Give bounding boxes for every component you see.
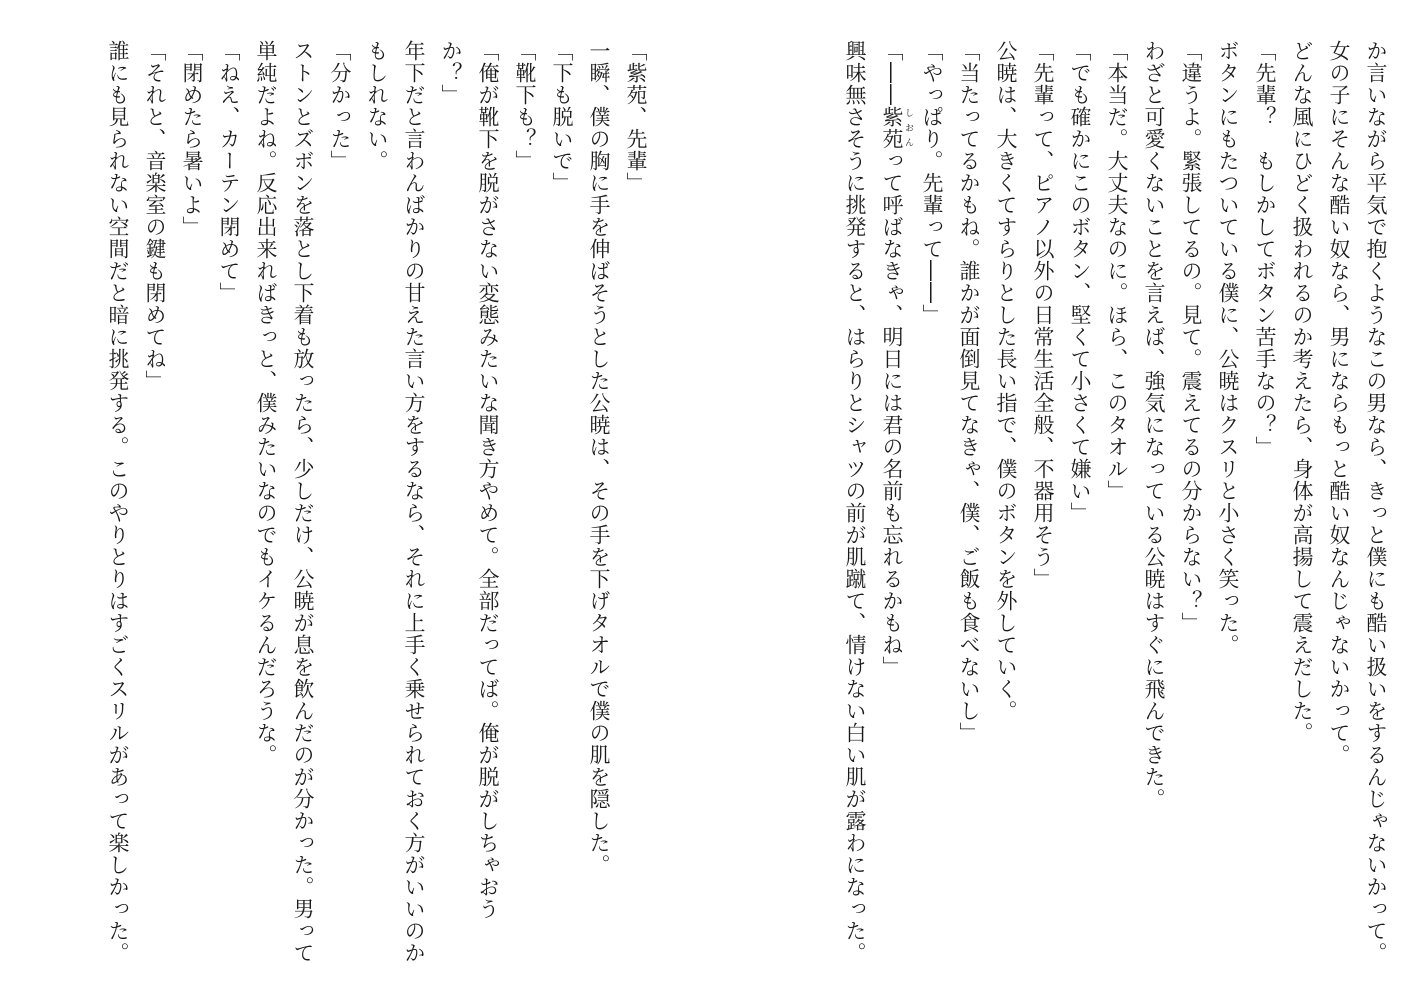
text-line: 誰にも見られない空間だと暗に挑発する。このやりとりはすごくスリルがあって楽しかった。: [106, 40, 130, 964]
text-line: 「先輩って、ピアノ以外の日常生活全般、不器用そう」: [1031, 40, 1055, 590]
text-line: ストンとズボンを落とし下着も放ったら、少しだけ、公暁が息を飲んだのが分かった。男って単純だよね。反応出来ればきっと、僕みたいなのでもイケるんだろうな。: [254, 40, 315, 964]
text-line: 「先輩？ もしかしてボタン苦手なの？」: [1253, 40, 1277, 458]
ruby-reading: しおん: [903, 106, 913, 150]
text-line: 「でも確かにこのボタン、堅くて小さくて嫌い」: [1068, 40, 1092, 524]
text-line: 「分かった」: [328, 40, 352, 172]
text-line: どんな風にひどく扱われるのか考えたら、身体が高揚して震えだした。: [1290, 40, 1314, 744]
text-line: 「紫苑、先輩」: [624, 40, 648, 194]
text-line: 「それと、音楽室の鍵も閉めてね」: [143, 40, 167, 392]
ruby-base: 紫苑: [880, 106, 904, 150]
text-line: わざと可愛くないことを言えば、強気になっている公暁はすぐに飛んできた。: [1142, 40, 1166, 810]
text-line: 「閉めたら暑いよ」: [180, 40, 204, 238]
text-fragment: 「――: [880, 40, 904, 106]
text-page-right: [754, 40, 1394, 970]
text-line-with-ruby: [873, 40, 913, 970]
text-line: 「靴下も？」: [513, 40, 537, 172]
text-line: か言いながら平気で抱くようなこの男なら、きっと僕にも酷い扱いをするんじゃないかって。女の子にそんな酷い奴なら、男にならもっと酷い奴なんじゃないかって。: [1327, 40, 1388, 964]
text-line: 「俺が靴下を脱がさない変態みたいな聞き方やめて。全部だってば。俺が脱がしちゃおうか？」: [439, 40, 500, 920]
text-line: 「ねえ、カーテン閉めて」: [217, 40, 241, 304]
text-line: 公暁は、大きくてすらりとした長い指で、僕のボタンを外していく。: [994, 40, 1018, 722]
text-line: 興味無さそうに挑発すると、はらりとシャツの前が肌蹴て、情けない白い肌が露わになった。: [843, 40, 867, 964]
text-line: 「やっぱり。先輩って――」: [920, 40, 944, 326]
text-line: 年下だと言わんばかりの甘えた言い方をするなら、それに上手く乗せられておく方がいいのかもしれない。: [365, 40, 426, 964]
text-line: ボタンにもたついている僕に、公暁はクスリと小さく笑った。: [1216, 40, 1240, 656]
text-line: 「下も脱いで」: [550, 40, 574, 194]
text-line: 「違うよ。緊張してるの。見て。震えてるの分からない？」: [1179, 40, 1203, 634]
text-line: 「当たってるかもね。誰かが面倒見てなきゃ、僕、ご飯も食べないし」: [957, 40, 981, 744]
text-page-left: [14, 40, 654, 970]
text-fragment: って呼ばなきゃ、明日には君の名前も忘れるかもね」: [880, 150, 904, 678]
text-line: 「本当だ。大丈夫なのに。ほら、このタオル」: [1105, 40, 1129, 502]
text-line: 一瞬、僕の胸に手を伸ばそうとした公暁は、その手を下げタオルで僕の肌を隠した。: [587, 40, 611, 876]
ruby-name-shion: [880, 106, 913, 150]
